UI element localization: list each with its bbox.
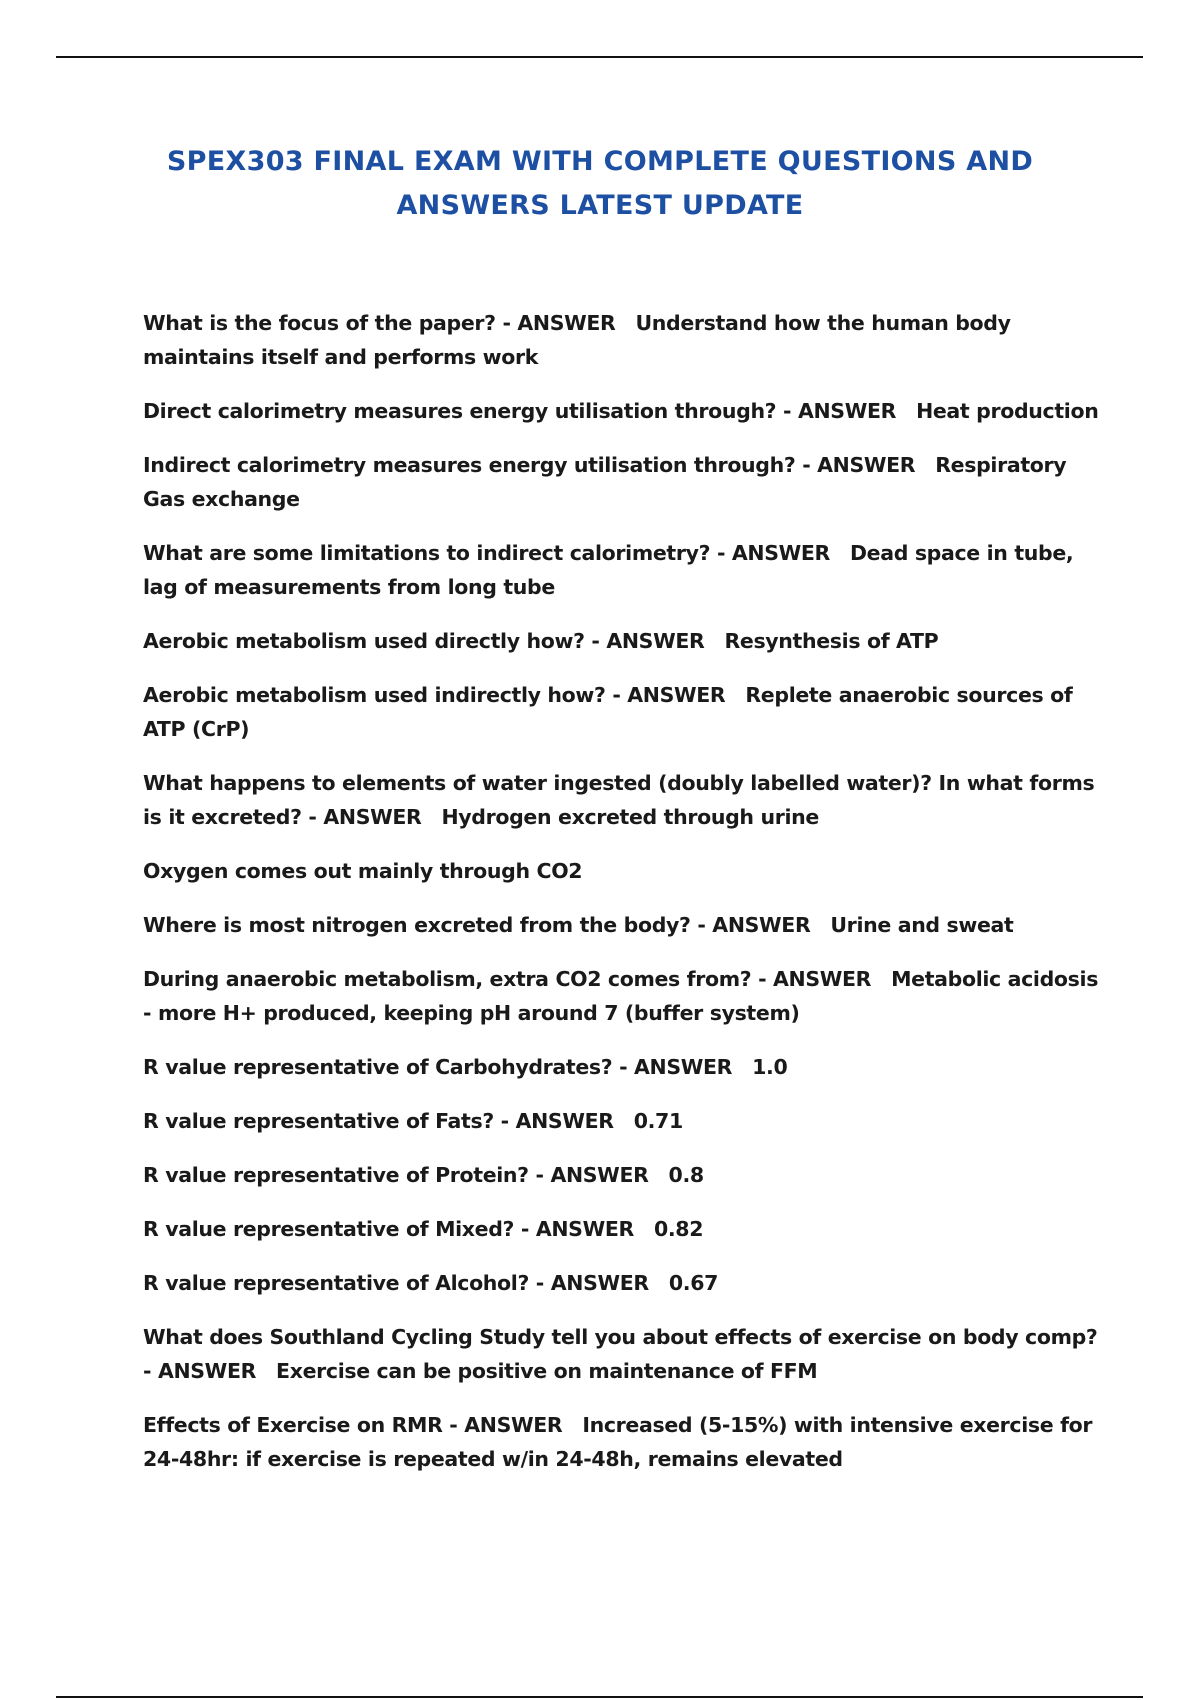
qa-item <box>143 394 1103 428</box>
qa-item <box>143 1212 1103 1246</box>
question-text: Aerobic metabolism used indirectly how? - ANSWER <box>143 683 726 707</box>
answer-text: 1.0 <box>752 1055 788 1079</box>
qa-item <box>143 306 1103 374</box>
qa-item <box>143 624 1103 658</box>
answer-text: Respiratory Gas exchange <box>143 453 1067 511</box>
answer-text: Understand how the human body maintains itself and performs work <box>143 311 1011 369</box>
qa-item <box>143 1320 1103 1388</box>
qa-list <box>143 306 1103 1496</box>
answer-text: 0.67 <box>668 1271 719 1295</box>
question-text: R value representative of Carbohydrates? - ANSWER <box>143 1055 733 1079</box>
answer-text: 0.8 <box>668 1163 704 1187</box>
qa-item <box>143 962 1103 1030</box>
answer-text: Urine and sweat <box>830 913 1014 937</box>
qa-item <box>143 1104 1103 1138</box>
answer-text: 0.82 <box>653 1217 704 1241</box>
qa-item <box>143 678 1103 746</box>
answer-text: Increased (5-15%) with intensive exercise for 24-48hr: if exercise is repeated w/in 24-48h, remains elevated <box>143 1413 1093 1471</box>
qa-item <box>143 1266 1103 1300</box>
question-text: What is the focus of the paper? - ANSWER <box>143 311 616 335</box>
question-text: R value representative of Fats? - ANSWER <box>143 1109 614 1133</box>
question-text: Where is most nitrogen excreted from the body? - ANSWER <box>143 913 811 937</box>
question-text: Effects of Exercise on RMR - ANSWER <box>143 1413 563 1437</box>
top-rule <box>56 56 1143 58</box>
question-text: What happens to elements of water ingested (doubly labelled water)? In what forms is it excreted? - ANSWER <box>143 771 1095 829</box>
answer-text: Resynthesis of ATP <box>724 629 939 653</box>
question-text: R value representative of Alcohol? - ANSWER <box>143 1271 649 1295</box>
question-text: Oxygen comes out mainly through CO2 <box>143 859 583 883</box>
qa-item <box>143 766 1103 834</box>
qa-item <box>143 536 1103 604</box>
question-text: Direct calorimetry measures energy utilisation through? - ANSWER <box>143 399 897 423</box>
question-text: What does Southland Cycling Study tell you about effects of exercise on body comp? - ANSWER <box>143 1325 1098 1383</box>
qa-item <box>143 1408 1103 1476</box>
answer-text: Dead space in tube, lag of measurements from long tube <box>143 541 1074 599</box>
qa-item <box>143 854 1103 888</box>
answer-text: Replete anaerobic sources of ATP (CrP) <box>143 683 1073 741</box>
qa-item <box>143 448 1103 516</box>
question-text: Aerobic metabolism used directly how? - ANSWER <box>143 629 705 653</box>
answer-text: Exercise can be positive on maintenance of FFM <box>276 1359 818 1383</box>
question-text: R value representative of Protein? - ANSWER <box>143 1163 649 1187</box>
qa-item <box>143 908 1103 942</box>
question-text: Indirect calorimetry measures energy utilisation through? - ANSWER <box>143 453 916 477</box>
question-text: What are some limitations to indirect calorimetry? - ANSWER <box>143 541 830 565</box>
answer-text: Heat production <box>916 399 1099 423</box>
qa-item <box>143 1158 1103 1192</box>
answer-text: Hydrogen excreted through urine <box>441 805 819 829</box>
bottom-rule <box>56 1696 1143 1698</box>
question-text: During anaerobic metabolism, extra CO2 comes from? - ANSWER <box>143 967 872 991</box>
answer-text: 0.71 <box>633 1109 683 1133</box>
document-title: SPEX303 FINAL EXAM WITH COMPLETE QUESTIONS AND ANSWERS LATEST UPDATE <box>166 146 1034 221</box>
question-text: R value representative of Mixed? - ANSWER <box>143 1217 634 1241</box>
qa-item <box>143 1050 1103 1084</box>
answer-text: Metabolic acidosis - more H+ produced, keeping pH around 7 (buffer system) <box>143 967 1099 1025</box>
